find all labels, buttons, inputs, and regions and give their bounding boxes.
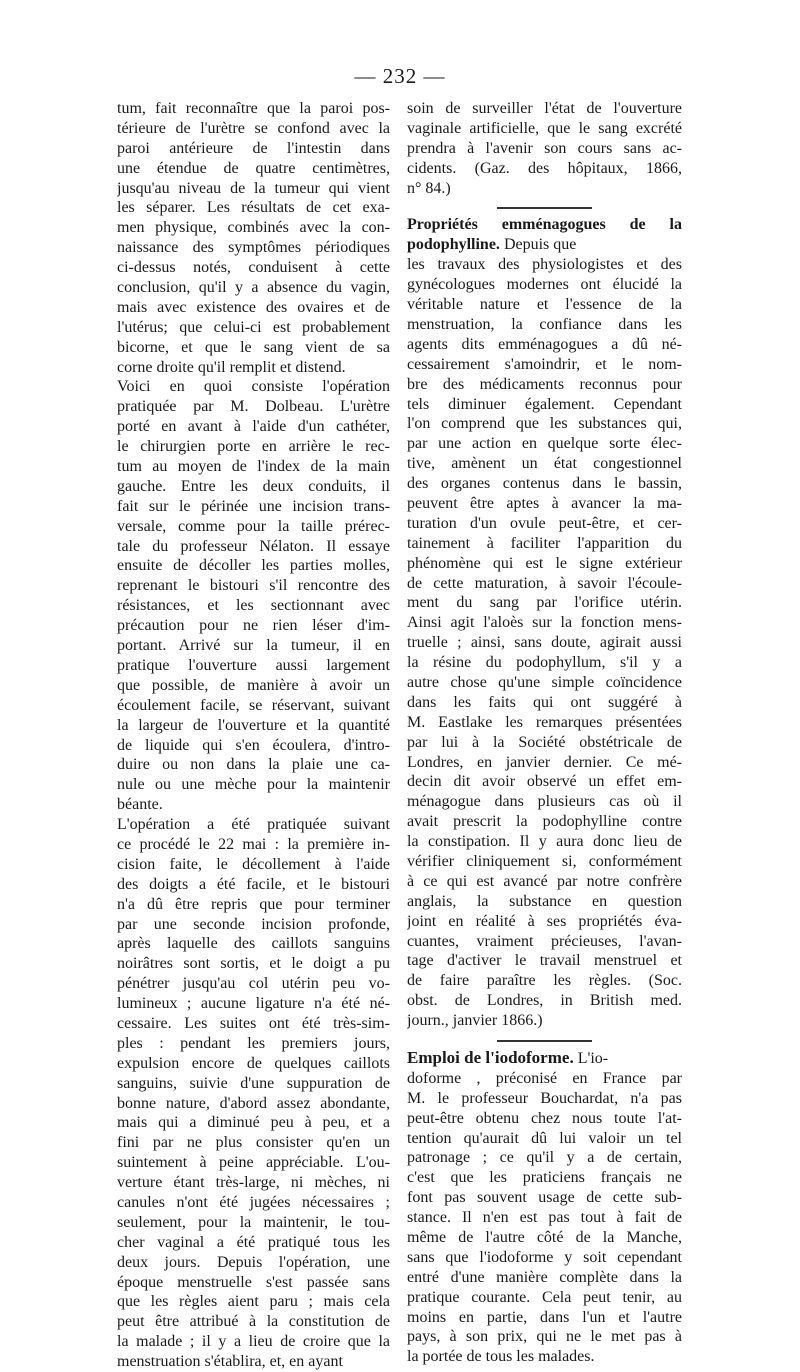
text-line: stance. Il n'en est pas tout à fait de	[407, 1209, 682, 1227]
text-line: gynécologues modernes ont élucidé la	[407, 276, 682, 294]
text-line: ce procédé le 22 mai : la première in-	[117, 835, 390, 853]
text-line: la constipation. Il y aura donc lieu de	[407, 833, 682, 851]
section-heading: Emploi de l'iodoforme.	[407, 1048, 574, 1067]
text-line: journ., janvier 1866.)	[407, 1012, 543, 1030]
text-line: sans que l'iodoforme y soit cependant	[407, 1248, 682, 1266]
text-line: conclusion, qu'il y a absence du vagin,	[117, 279, 390, 297]
text-line: pratique l'ouverture aussi largement	[117, 656, 390, 674]
text-line: que possible, de manière à avoir un	[117, 676, 390, 694]
text-line: la largeur de l'ouverture et la quantité	[117, 716, 390, 734]
text-line: phénomène qui est le signe extérieur	[407, 554, 682, 572]
text-line: peuvent être aptes à avancer la ma-	[407, 494, 682, 512]
text-line: même de l'autre côté de la Manche,	[407, 1229, 682, 1247]
text-line: moins en partie, dans l'un et l'autre	[407, 1308, 682, 1326]
text-line: Depuis que	[499, 236, 577, 254]
text-line: Voici en quoi consiste l'opération	[117, 378, 390, 396]
text-line: tale du professeur Nélaton. Il essaye	[117, 537, 390, 555]
text-line: menstruation, la confiance dans les	[407, 315, 682, 333]
text-line: béante.	[117, 796, 163, 814]
text-line: portant. Arrivé sur la tumeur, il en	[117, 637, 390, 655]
text-line: jusqu'au niveau de la tumeur qui vient	[117, 179, 390, 197]
text-line: Ainsi agit l'aloès sur la fonction mens-	[407, 614, 682, 632]
text-line: obst. de Londres, in British med.	[407, 992, 682, 1010]
text-line: l'utérus; que celui-ci est probablement	[117, 318, 390, 336]
text-line: lumineux ; aucune ligature n'a été né-	[117, 995, 390, 1013]
text-line: M. Eastlake les remarques présentées	[407, 713, 682, 731]
text-line: L'opération a été pratiquée suivant	[117, 816, 390, 834]
text-line: cessaire. Les suites ont été très-sim-	[117, 1014, 390, 1032]
text-line: prendra à l'avenir son cours sans ac-	[407, 139, 682, 157]
text-line: deux jours. Depuis l'opération, une	[117, 1253, 390, 1271]
text-line: ménagogue dans plusieurs cas où il	[407, 793, 682, 811]
text-line: peut-être obtenu chez nous toute l'at-	[407, 1109, 682, 1127]
text-line: que les règles aient paru ; mais cela	[117, 1293, 390, 1311]
text-line: ensuite de décoller les parties molles,	[117, 557, 390, 575]
section-separator	[497, 1040, 592, 1042]
text-line: après laquelle des caillots sanguins	[117, 935, 390, 953]
text-line: canules n'ont été jugées nécessaires ;	[117, 1193, 390, 1211]
text-line: pratique courante. Cela peut tenir, au	[407, 1288, 682, 1306]
text-line: térieure de l'urètre se confond avec la	[117, 119, 390, 137]
text-line: patronage ; ce qu'il y a de certain,	[407, 1149, 682, 1167]
text-line: L'io-	[573, 1050, 609, 1067]
text-line: dans les faits qui ont suggéré à	[407, 693, 682, 711]
text-line: n° 84.)	[407, 179, 451, 197]
text-line: versale, comme pour la taille prérec-	[117, 517, 390, 535]
text-line: sanguins, suivie d'une suppuration de	[117, 1074, 390, 1092]
text-line: écoulement facile, se réservant, suivant	[117, 696, 390, 714]
text-line: à ce qui est avancé par notre confrère	[407, 872, 682, 890]
text-line: par lui à la Société obstétricale de	[407, 733, 682, 751]
text-line: tainement à faciliter l'apparition du	[407, 534, 682, 552]
text-line: doforme , préconisé en France par	[407, 1069, 682, 1087]
page-number: — 232 —	[354, 64, 446, 88]
text-line: tum, fait reconnaître que la paroi pos-	[117, 100, 390, 117]
text-line: corne droite qu'il remplit et distend.	[117, 358, 346, 376]
text-line: cuantes, vraiment précieuses, l'avan-	[407, 932, 682, 950]
text-line: gauche. Entre les deux conduits, il	[117, 477, 390, 495]
text-line: naissance des symptômes périodiques	[117, 239, 390, 257]
text-line: tage d'activer le travail menstruel et	[407, 952, 682, 970]
text-line: les séparer. Les résultats de cet exa-	[117, 199, 390, 217]
text-line: le chirurgien porte en arrière le rec-	[117, 438, 390, 456]
text-line: tels diminuer également. Cependant	[407, 395, 682, 413]
text-line: précaution pour ne rien léser d'im-	[117, 617, 390, 635]
text-line: agents dits emménagogues a dû né-	[407, 335, 682, 353]
text-line: pénétrer jusqu'au col utérin peu vo-	[117, 975, 390, 993]
text-line: des doigts a été facile, et le bistouri	[117, 875, 390, 893]
text-line: duire ou non dans la plaie une ca-	[117, 756, 390, 774]
text-line: par une action en quelque sorte élec-	[407, 435, 682, 453]
text-line: turation d'un ovule peut-être, et cer-	[407, 514, 682, 532]
text-line: avait prescrit la podophylline contre	[407, 813, 682, 831]
text-line: ples : pendant les premiers jours,	[117, 1034, 390, 1052]
text-line: des organes contenus dans le bassin,	[407, 475, 682, 493]
text-line: la portée de tous les malades.	[407, 1348, 595, 1366]
text-line: nule ou une mèche pour la maintenir	[117, 776, 390, 794]
text-line: soin de surveiller l'état de l'ouverture	[407, 100, 682, 117]
text-line: bre des médicaments reconnus pour	[407, 375, 682, 393]
section-heading: Propriétés emménagogues de la podophylline.	[407, 216, 682, 254]
text-line: Londres, en janvier dernier. Ce mé-	[407, 753, 682, 771]
text-line: la malade ; il y a lieu de croire que la	[117, 1333, 390, 1351]
text-line: porté en avant à l'aide d'un cathéter,	[117, 418, 390, 436]
text-line: la résine du podophyllum, s'il y a	[407, 654, 682, 672]
text-line: mais avec existence des ovaires et de	[117, 298, 390, 316]
text-line: l'on comprend que les substances qui,	[407, 415, 682, 433]
text-line: fait sur le périnée une incision trans-	[117, 497, 390, 515]
text-line: de liquide qui s'en écoulera, d'intro-	[117, 736, 390, 754]
section-intro	[407, 215, 682, 255]
text-line: par une seconde incision profonde,	[117, 915, 390, 933]
text-line: decin dit avoir observé un effet em-	[407, 773, 682, 791]
text-line: menstruation s'établira, et, en ayant	[117, 1353, 343, 1371]
text-line: les travaux des physiologistes et des	[407, 256, 682, 274]
text-line: pratiquée par M. Dolbeau. L'urètre	[117, 398, 390, 416]
text-line: truelle ; ainsi, sans doute, agirait aussi	[407, 634, 682, 652]
text-line: tum au moyen de l'index de la main	[117, 458, 390, 476]
text-line: men physique, combinés avec la con-	[117, 219, 390, 237]
text-line: autre chose qu'une simple coïncidence	[407, 673, 682, 691]
text-line: ment du sang par l'orifice utérin.	[407, 594, 682, 612]
text-line: bicorne, et que le sang vient de sa	[117, 338, 390, 356]
text-line: ci-dessus notés, conduisent à cette	[117, 259, 390, 277]
text-line: tention qu'aurait dû lui valoir un tel	[407, 1129, 682, 1147]
left-column	[117, 99, 390, 1372]
text-line: une étendue de quatre centimètres,	[117, 159, 390, 177]
text-line: n'a dû être repris que pour terminer	[117, 895, 390, 913]
text-line: cision faite, le décollement à l'aide	[117, 855, 390, 873]
text-line: de faire paraître les règles. (Soc.	[407, 972, 682, 990]
text-line: seulement, pour la maintenir, le tou-	[117, 1213, 390, 1231]
text-line: reprenant le bistouri s'il rencontre des	[117, 577, 390, 595]
text-line: bonne nature, d'abord assez abondante,	[117, 1094, 390, 1112]
text-line: mais qui a diminué peu à peu, et a	[117, 1114, 390, 1132]
text-line: cidents. (Gaz. des hôpitaux, 1866,	[407, 159, 682, 177]
text-line: fini par ne plus consister qu'en un	[117, 1134, 390, 1152]
text-line: vaginale artificielle, que le sang excrété	[407, 119, 682, 137]
text-line: c'est que les praticiens français ne	[407, 1169, 682, 1187]
text-line: cher vaginal a été pratiqué tous les	[117, 1233, 390, 1251]
text-line: joint en réalité à ses propriétés éva-	[407, 912, 682, 930]
text-line: de cette maturation, à savoir l'écoule-	[407, 574, 682, 592]
text-line: résistances, et les sectionnant avec	[117, 597, 390, 615]
text-line: font pas souvent usage de cette sub-	[407, 1189, 682, 1207]
text-line: suintement à peine appréciable. L'ou-	[117, 1154, 390, 1172]
text-line: noirâtres sont sortis, et le doigt a pu	[117, 955, 390, 973]
text-line: pays, à son prix, qui ne le met pas à	[407, 1328, 682, 1346]
text-line: tive, amènent un état congestionnel	[407, 455, 682, 473]
text-line: M. le professeur Bouchardat, n'a pas	[407, 1089, 682, 1107]
section-separator	[497, 207, 592, 209]
text-line: entré d'une manière complète dans la	[407, 1268, 682, 1286]
text-line: véritable nature et l'essence de la	[407, 296, 682, 314]
text-line: vérifier cliniquement si, conformément	[407, 852, 682, 870]
right-column	[407, 99, 682, 1367]
text-line: verture étant très-large, ni mèches, ni	[117, 1174, 390, 1192]
text-line: peut être attribué à la constitution de	[117, 1313, 390, 1331]
text-line: cessairement s'amoindrir, et le nom-	[407, 355, 682, 373]
text-line: époque menstruelle s'est passée sans	[117, 1273, 390, 1291]
text-line: paroi antérieure de l'intestin dans	[117, 139, 390, 157]
text-line: expulsion encore de quelques caillots	[117, 1054, 390, 1072]
text-line: anglais, la substance en question	[407, 892, 682, 910]
